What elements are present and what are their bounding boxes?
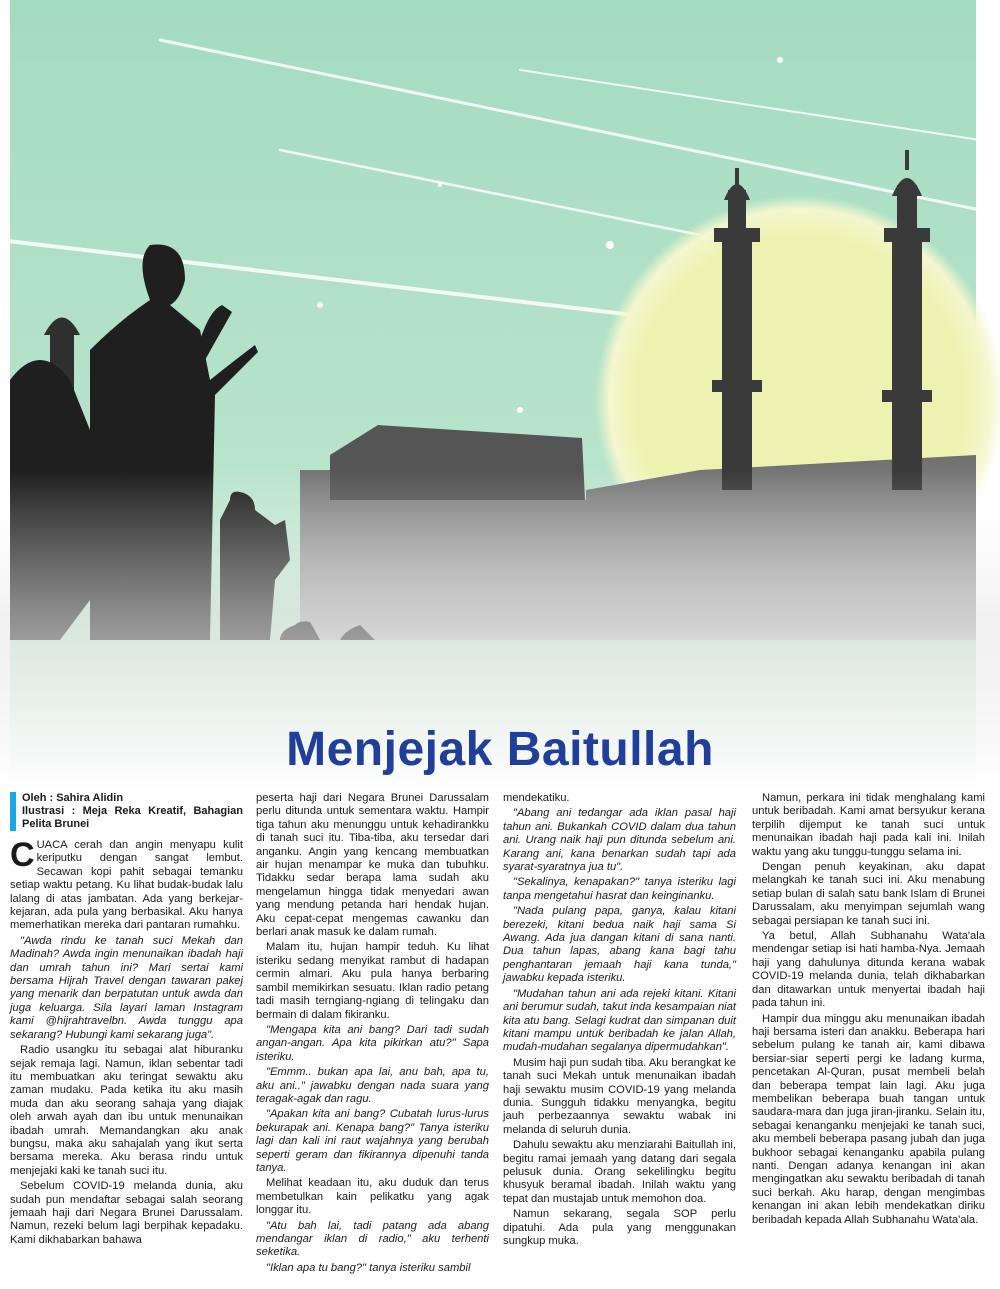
paragraph: "Mengapa kita ani bang? Dari tadi sudah angan-angan. Apa kita pikirkan atu?" Sapa isteriku. [256, 1023, 489, 1063]
paragraph: Dengan penuh keyakinan, aku dapat melangkah ke tanah suci ini. Aku menabung setiap bulan di salah satu bank Islam di Brunei Darussalam, aku menyimpan sejumlah wang sebagai persiapan ke tanah suci ini. [752, 861, 985, 927]
paragraph: peserta haji dari Negara Brunei Darussalam perlu ditunda untuk sementara waktu. Hampir tiga tahun aku menunggu untuk kehadirankku di tanah suci itu. Tiba-tiba, aku tersedar dari anganku. Angin yang kencang membuatkan air hujan menampar ke muka dan tubuhku. Tidakku sedar berapa lama sudah aku mengelamun hingga tidak menyedari awan yang mendung petanda hari hendak hujan. Aku cepat-cepat mengemas cawanku dan berlari anak masuk ke dalam rumah. [256, 792, 489, 939]
article-column-3 [503, 792, 736, 1250]
paragraph: Radio usangku itu sebagai alat hiburanku sejak remaja lagi. Namun, iklan sebentar tadi itu membuatkan aku teringat sewaktu aku zaman mudaku. Pada ketika itu aku masih muda dan aku seorang sahaja yang diajak oleh arwah ayah dan ibu untuk menunaikan ibadah umrah. Memandangkan aku anak bungsu, maka aku sahajalah yang ikut serta bersama mereka. Aku berasa rindu untuk menjejaki kaki ke tanah suci itu. [10, 1044, 243, 1177]
paragraph: Namun sekarang, segala SOP perlu dipatuhi. Ada pula yang menggunakan sungkup muka. [503, 1208, 736, 1247]
paragraph: Sebelum COVID-19 melanda dunia, aku sudah pun mendaftar sebagai salah seorang jemaah haji dari Negara Brunei Darussalam. Namun, rezeki belum lagi berpihak kepadaku. Kami dikhabarkan bahawa [10, 1180, 243, 1246]
paragraph: Namun, perkara ini tidak menghalang kami untuk beribadah. Kami amat bersyukur kerana terpilih dijemput ke tanah suci untuk menunaikan ibadah haji pada kali ini. Inilah waktu yang aku tunggu-tunggu selama ini. [752, 792, 985, 858]
paragraph: Ya betul, Allah Subhanahu Wata'ala mendengar setiap isi hati hamba-Nya. Jemaah haji yang dahulunya ditunda kerana wabak COVID-19 melanda dunia, telah dikhabarkan dan ditawarkan untuk menyertai ibadah haji pada tahun ini. [752, 930, 985, 1010]
paragraph: Malam itu, hujan hampir teduh. Ku lihat isteriku sedang menyikat rambut di hadapan cermin almari. Aku pula hanya berbaring sambil memikirkan sesuatu. Iklan radio petang tadi masih terngiang-ngiang di telingaku dan bermain di dalam fikiranku. [256, 941, 489, 1021]
byline [10, 792, 243, 831]
paragraph: "Mudahan tahun ani ada rejeki kitani. Kitani ani berumur sudah, takut inda kesampaian niat kita atu bang. Selagi kudrat dan simpanan duit kitani mampu untuk beribadah ke jalan Allah, mudah-mudahan segalanya dipermudahkan". [503, 987, 736, 1054]
paragraph: "Iklan apa tu bang?" tanya isteriku sambil [266, 1261, 471, 1274]
paragraph: Dahulu sewaktu aku menziarahi Baitullah ini, begitu ramai jemaah yang datang dari segala pelusuk dunia. Orang sekelilingku begitu khusyuk beramal ibadah. Inilah waktu yang tepat dan mustajab untuk memohon doa. [503, 1139, 736, 1205]
paragraph: "Abang ani tedangar ada iklan pasal haji tahun ani. Bukankah COVID dalam dua tahun ani. Urang naik haji pun ditunda sebelum ani. Karang ani, kana benarkan sudah tapi ada syarat-syaratnya jua tu". [503, 807, 736, 874]
article-title: Menjejak Baitullah [286, 723, 714, 776]
paragraph: mendekatiku. [503, 792, 570, 804]
paragraph: "Emmm.. bukan apa lai, anu bah, apa tu, aku ani.." jawabku dengan nada suara yang teragak-agak dan ragu. [256, 1066, 489, 1105]
paragraph: CUACA cerah dan angin menyapu kulit keriputku dengan sangat lembut. Secawan kopi pahit sebagai temanku setiap waktu petang. Ku lihat budak-budak lalu lalang di atas jambatan. Ada yang berkejar-kejaran, ada pula yang berbasikal. Aku hanya memerhatikan mereka dari pantaran rumahku. [10, 836, 243, 932]
drop-cap: C [10, 836, 35, 874]
paragraph: Melihat keadaan itu, aku duduk dan terus membetulkan kain pelikatku yang agak longgar itu. [256, 1177, 489, 1217]
paragraph: Hampir dua minggu aku menunaikan ibadah haji bersama isteri dan anakku. Beberapa hari sebelum pulang ke tanah air, kami dibawa bersiar-siar seperti pergi ke ladang kurma, pencetakan Al-Quran, pusat membeli belah dan beberapa tempat lain lagi. Aku juga membelikan beberapa buah tangan untuk saudara-mara dan juga jiran-jiranku. Selain itu, sebagai kenanganku menjejaki ke tanah suci, aku membeli beberapa pasang jubah dan juga bukhoor sebagai kenanganku apabila pulang nanti. Dengan adanya kenangan ini akan mengingatkan aku sewaktu beribadah di tanah suci berkah. Aku harap, dengan mengimbas kenangan ini akan lebih mendekatkan diriku beribadah kepada Allah Subhanahu Wata'ala. [752, 1012, 985, 1226]
paragraph: "Sekalinya, kenapakan?" tanya isteriku lagi tanpa mengetahui hasrat dan keinginanku. [503, 876, 736, 902]
article-column-1 [10, 792, 243, 1249]
paragraph: "Nada pulang papa, ganya, kalau kitani berezeki, kitani bedua naik haji sama Si Awang. Ada jua dangan kitani di sana nanti. Dua tahun lapas, abang kana bagi tahu penghantaran jemaah haji kana tunda," jawabku kepada isteriku. [503, 905, 736, 985]
paragraph: Musim haji pun sudah tiba. Aku berangkat ke tanah suci Mekah untuk menunaikan ibadah haji sewaktu musim COVID-19 yang melanda dunia. Sungguh tidakku menyangka, begitu jauh perbezaannya sewaktu wabak ini melanda di seluruh dunia. [503, 1056, 736, 1136]
paragraph: "Awda rindu ke tanah suci Mekah dan Madinah? Awda ingin menunaikan ibadah haji dan umrah tahun ini? Mari sertai kami bersama Hijrah Travel dengan tawaran pakej yang menarik dan berpatutan untuk awda dan juga keluarga. Sila layari laman Instagram kami @hijrahtravelbn. Awda tunggu apa sekarang? Hubungi kami sekarang juga". [10, 934, 243, 1041]
byline-author: Oleh : Sahira Alidin [22, 792, 124, 804]
article-column-4 [752, 792, 985, 1229]
article-column-2 [256, 792, 489, 1277]
byline-illustration: Ilustrasi : Meja Reka Kreatif, Bahagian Pelita Brunei [22, 805, 243, 830]
paragraph: "Apakan kita ani bang? Cubatah lurus-lurus bekurapak ani. Kenapa bang?" Tanya isteriku lagi dan kali ini raut wajahnya yang berubah seperti geram dan fikirannya dipenuhi tanda tanya. [256, 1108, 489, 1174]
paragraph: "Atu bah lai, tadi patang ada abang mendangar iklan di radio," aku terhenti seketika. [256, 1219, 489, 1259]
